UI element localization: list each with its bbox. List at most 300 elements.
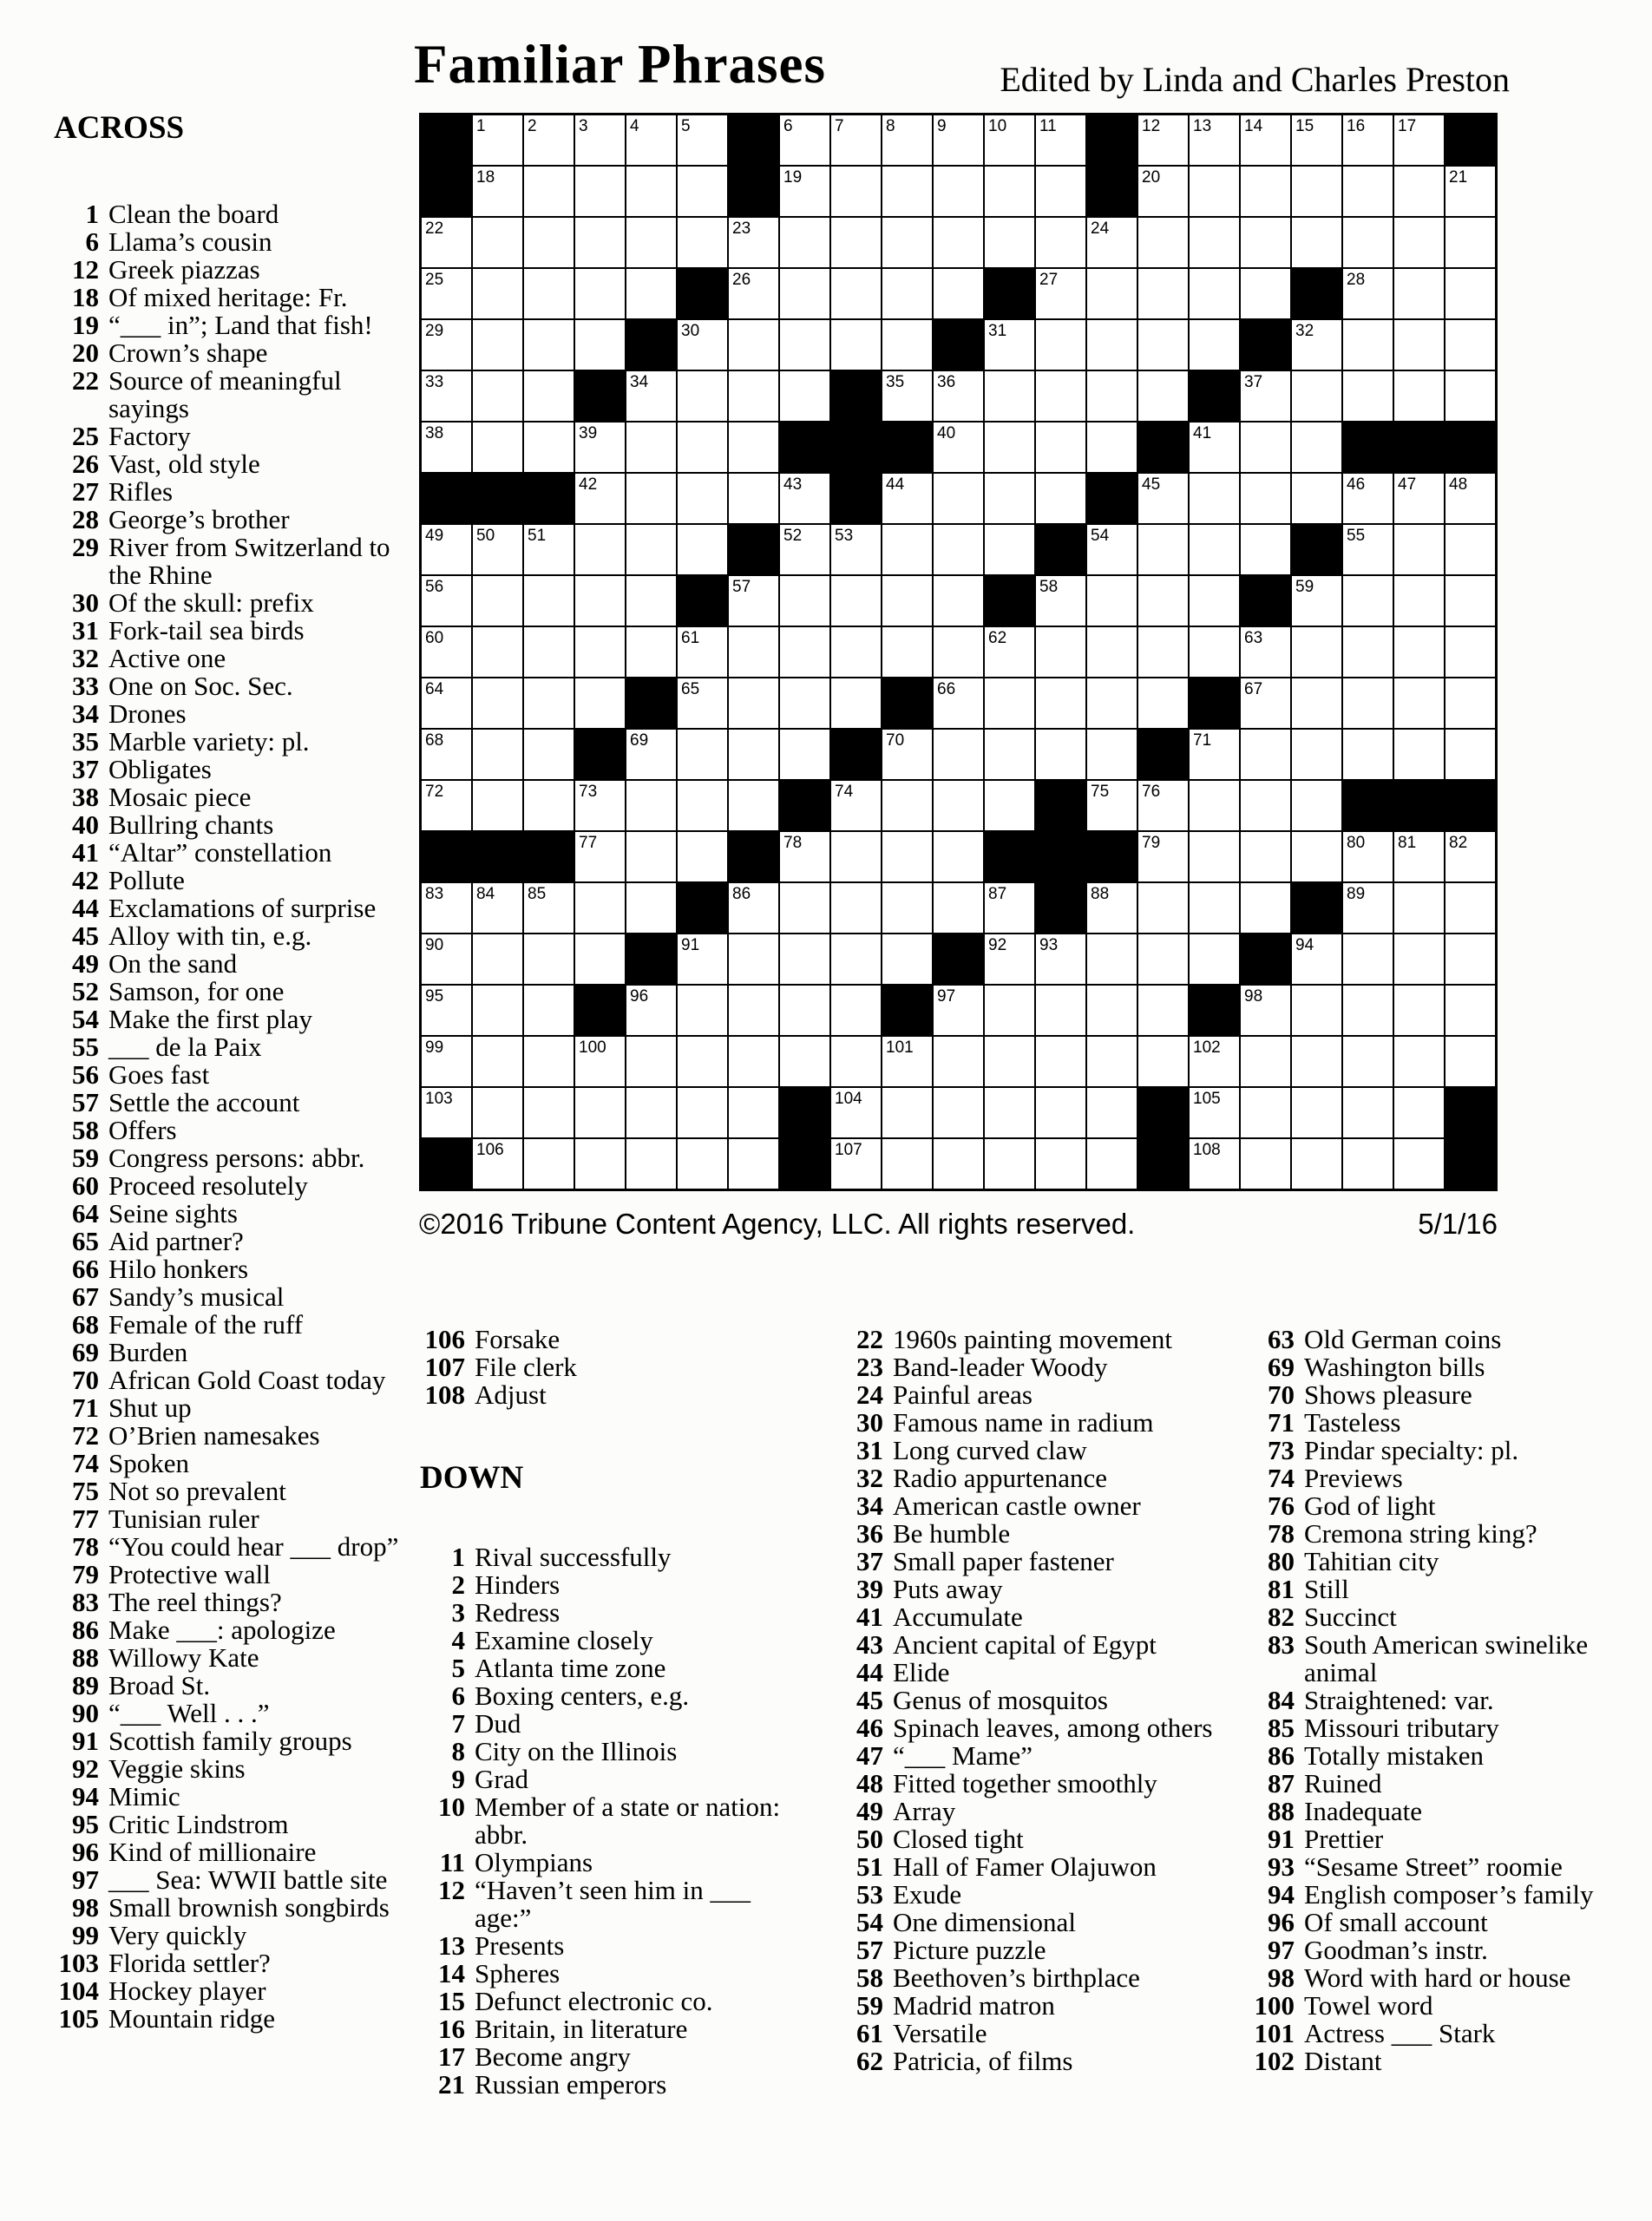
grid-cell[interactable] [1394,730,1444,779]
grid-cell[interactable] [1446,730,1495,779]
grid-cell[interactable] [626,1139,676,1189]
grid-cell[interactable] [1138,986,1188,1035]
grid-cell[interactable] [729,883,778,933]
grid-cell[interactable] [1343,525,1393,574]
grid-cell[interactable] [831,883,881,933]
grid-cell[interactable] [831,525,881,574]
grid-cell[interactable] [780,371,829,421]
grid-cell[interactable] [1087,269,1137,318]
grid-cell[interactable] [1087,627,1137,677]
grid-cell[interactable] [729,1037,778,1086]
grid-cell[interactable] [831,167,881,216]
grid-cell[interactable] [678,320,727,370]
grid-cell[interactable] [1190,423,1239,472]
grid-cell[interactable] [1087,883,1137,933]
grid-cell[interactable] [1036,730,1085,779]
grid-cell[interactable] [1394,678,1444,728]
grid-cell[interactable] [1190,832,1239,881]
grid-cell[interactable] [1343,1139,1393,1189]
grid-cell[interactable] [524,320,574,370]
grid-cell[interactable] [678,781,727,830]
grid-cell[interactable] [1036,627,1085,677]
grid-cell[interactable] [626,781,676,830]
grid-cell[interactable] [422,883,471,933]
grid-cell[interactable] [1138,576,1188,626]
grid-cell[interactable] [1343,730,1393,779]
grid-cell[interactable] [1138,474,1188,523]
grid-cell[interactable] [985,883,1034,933]
grid-cell[interactable] [1394,167,1444,216]
grid-cell[interactable] [985,781,1034,830]
grid-cell[interactable] [678,525,727,574]
grid-cell[interactable] [1241,218,1290,267]
grid-cell[interactable] [1292,832,1341,881]
grid-cell[interactable] [1138,115,1188,165]
grid-cell[interactable] [985,423,1034,472]
grid-cell[interactable] [729,1088,778,1137]
grid-cell[interactable] [985,1037,1034,1086]
grid-cell[interactable] [729,627,778,677]
grid-cell[interactable] [1241,1037,1290,1086]
grid-cell[interactable] [678,986,727,1035]
grid-cell[interactable] [1343,371,1393,421]
grid-cell[interactable] [882,525,932,574]
grid-cell[interactable] [1394,525,1444,574]
grid-cell[interactable] [626,269,676,318]
grid-cell[interactable] [831,781,881,830]
grid-cell[interactable] [1138,678,1188,728]
grid-cell[interactable] [1292,115,1341,165]
grid-cell[interactable] [678,1139,727,1189]
grid-cell[interactable] [1292,678,1341,728]
grid-cell[interactable] [1241,1088,1290,1137]
grid-cell[interactable] [1190,218,1239,267]
grid-cell[interactable] [1394,627,1444,677]
grid-cell[interactable] [422,678,471,728]
grid-cell[interactable] [831,832,881,881]
grid-cell[interactable] [934,678,983,728]
grid-cell[interactable] [1036,474,1085,523]
grid-cell[interactable] [1292,934,1341,984]
grid-cell[interactable] [780,525,829,574]
grid-cell[interactable] [1241,832,1290,881]
grid-cell[interactable] [473,1088,522,1137]
grid-cell[interactable] [1087,1037,1137,1086]
grid-cell[interactable] [1190,474,1239,523]
grid-cell[interactable] [1292,781,1341,830]
grid-cell[interactable] [882,320,932,370]
grid-cell[interactable] [1292,474,1341,523]
grid-cell[interactable] [985,474,1034,523]
grid-cell[interactable] [780,269,829,318]
grid-cell[interactable] [831,576,881,626]
grid-cell[interactable] [1394,115,1444,165]
grid-cell[interactable] [934,218,983,267]
grid-cell[interactable] [831,218,881,267]
grid-cell[interactable] [1292,167,1341,216]
grid-cell[interactable] [1138,218,1188,267]
grid-cell[interactable] [831,627,881,677]
grid-cell[interactable] [626,627,676,677]
grid-cell[interactable] [729,269,778,318]
grid-cell[interactable] [780,986,829,1035]
grid-cell[interactable] [678,218,727,267]
grid-cell[interactable] [575,934,625,984]
grid-cell[interactable] [985,167,1034,216]
grid-cell[interactable] [473,1037,522,1086]
grid-cell[interactable] [626,1037,676,1086]
grid-cell[interactable] [524,269,574,318]
grid-cell[interactable] [422,986,471,1035]
grid-cell[interactable] [473,371,522,421]
grid-cell[interactable] [1343,986,1393,1035]
grid-cell[interactable] [1394,218,1444,267]
grid-cell[interactable] [1241,167,1290,216]
grid-cell[interactable] [831,1037,881,1086]
grid-cell[interactable] [1394,934,1444,984]
grid-cell[interactable] [575,678,625,728]
grid-cell[interactable] [1241,781,1290,830]
grid-cell[interactable] [1087,423,1137,472]
grid-cell[interactable] [729,371,778,421]
grid-cell[interactable] [1241,115,1290,165]
grid-cell[interactable] [882,934,932,984]
grid-cell[interactable] [1087,678,1137,728]
grid-cell[interactable] [1138,269,1188,318]
grid-cell[interactable] [473,986,522,1035]
grid-cell[interactable] [1241,883,1290,933]
grid-cell[interactable] [1036,1139,1085,1189]
grid-cell[interactable] [1190,576,1239,626]
grid-cell[interactable] [473,115,522,165]
grid-cell[interactable] [524,525,574,574]
grid-cell[interactable] [1036,986,1085,1035]
grid-cell[interactable] [524,576,574,626]
grid-cell[interactable] [934,474,983,523]
grid-cell[interactable] [524,883,574,933]
grid-cell[interactable] [1138,167,1188,216]
grid-cell[interactable] [729,474,778,523]
grid-cell[interactable] [1190,1037,1239,1086]
grid-cell[interactable] [473,167,522,216]
grid-cell[interactable] [729,678,778,728]
grid-cell[interactable] [882,576,932,626]
grid-cell[interactable] [1087,730,1137,779]
grid-cell[interactable] [678,474,727,523]
grid-cell[interactable] [729,1139,778,1189]
grid-cell[interactable] [882,1139,932,1189]
grid-cell[interactable] [934,832,983,881]
grid-cell[interactable] [422,934,471,984]
grid-cell[interactable] [1343,474,1393,523]
grid-cell[interactable] [1446,269,1495,318]
grid-cell[interactable] [1343,115,1393,165]
grid-cell[interactable] [1292,1037,1341,1086]
grid-cell[interactable] [422,269,471,318]
grid-cell[interactable] [575,832,625,881]
grid-cell[interactable] [575,883,625,933]
grid-cell[interactable] [473,423,522,472]
grid-cell[interactable] [422,371,471,421]
grid-cell[interactable] [1087,986,1137,1035]
grid-cell[interactable] [678,934,727,984]
grid-cell[interactable] [575,1037,625,1086]
grid-cell[interactable] [626,167,676,216]
grid-cell[interactable] [422,1037,471,1086]
grid-cell[interactable] [882,730,932,779]
grid-cell[interactable] [524,115,574,165]
grid-cell[interactable] [1138,320,1188,370]
grid-cell[interactable] [1394,371,1444,421]
grid-cell[interactable] [985,1139,1034,1189]
grid-cell[interactable] [1394,883,1444,933]
grid-cell[interactable] [678,730,727,779]
grid-cell[interactable] [1292,320,1341,370]
grid-cell[interactable] [934,781,983,830]
grid-cell[interactable] [1190,167,1239,216]
grid-cell[interactable] [831,678,881,728]
grid-cell[interactable] [1241,730,1290,779]
grid-cell[interactable] [473,627,522,677]
grid-cell[interactable] [1292,371,1341,421]
grid-cell[interactable] [985,934,1034,984]
grid-cell[interactable] [575,269,625,318]
grid-cell[interactable] [1241,423,1290,472]
grid-cell[interactable] [1138,1037,1188,1086]
grid-cell[interactable] [1446,371,1495,421]
grid-cell[interactable] [1446,218,1495,267]
grid-cell[interactable] [626,1088,676,1137]
grid-cell[interactable] [780,320,829,370]
grid-cell[interactable] [1138,883,1188,933]
grid-cell[interactable] [934,269,983,318]
grid-cell[interactable] [524,1037,574,1086]
grid-cell[interactable] [934,883,983,933]
grid-cell[interactable] [1036,423,1085,472]
grid-cell[interactable] [729,730,778,779]
grid-cell[interactable] [985,525,1034,574]
grid-cell[interactable] [780,883,829,933]
grid-cell[interactable] [1343,934,1393,984]
grid-cell[interactable] [1190,934,1239,984]
grid-cell[interactable] [1036,1088,1085,1137]
grid-cell[interactable] [729,576,778,626]
grid-cell[interactable] [422,525,471,574]
grid-cell[interactable] [422,627,471,677]
grid-cell[interactable] [1138,525,1188,574]
grid-cell[interactable] [473,934,522,984]
grid-cell[interactable] [1343,678,1393,728]
grid-cell[interactable] [1241,525,1290,574]
grid-cell[interactable] [831,269,881,318]
grid-cell[interactable] [473,320,522,370]
grid-cell[interactable] [1190,883,1239,933]
grid-cell[interactable] [1343,1037,1393,1086]
grid-cell[interactable] [1036,269,1085,318]
grid-cell[interactable] [1343,320,1393,370]
grid-cell[interactable] [1343,832,1393,881]
grid-cell[interactable] [780,1037,829,1086]
grid-cell[interactable] [1343,1088,1393,1137]
grid-cell[interactable] [1394,1139,1444,1189]
grid-cell[interactable] [1138,781,1188,830]
grid-cell[interactable] [882,218,932,267]
grid-cell[interactable] [1138,832,1188,881]
grid-cell[interactable] [524,218,574,267]
grid-cell[interactable] [678,1088,727,1137]
grid-cell[interactable] [831,115,881,165]
grid-cell[interactable] [678,832,727,881]
grid-cell[interactable] [934,576,983,626]
grid-cell[interactable] [1241,986,1290,1035]
grid-cell[interactable] [473,678,522,728]
grid-cell[interactable] [1446,883,1495,933]
grid-cell[interactable] [678,678,727,728]
grid-cell[interactable] [780,934,829,984]
grid-cell[interactable] [1036,678,1085,728]
grid-cell[interactable] [422,576,471,626]
grid-cell[interactable] [1446,986,1495,1035]
grid-cell[interactable] [831,320,881,370]
grid-cell[interactable] [1036,371,1085,421]
grid-cell[interactable] [1190,115,1239,165]
grid-cell[interactable] [1343,269,1393,318]
grid-cell[interactable] [1343,167,1393,216]
grid-cell[interactable] [575,423,625,472]
grid-cell[interactable] [1190,1139,1239,1189]
grid-cell[interactable] [575,320,625,370]
grid-cell[interactable] [524,627,574,677]
grid-cell[interactable] [575,576,625,626]
grid-cell[interactable] [1292,576,1341,626]
grid-cell[interactable] [1394,269,1444,318]
grid-cell[interactable] [934,115,983,165]
grid-cell[interactable] [934,730,983,779]
grid-cell[interactable] [934,1088,983,1137]
grid-cell[interactable] [1292,218,1341,267]
grid-cell[interactable] [780,115,829,165]
grid-cell[interactable] [626,832,676,881]
grid-cell[interactable] [729,934,778,984]
grid-cell[interactable] [1241,269,1290,318]
grid-cell[interactable] [1087,1088,1137,1137]
grid-cell[interactable] [1446,320,1495,370]
grid-cell[interactable] [575,1139,625,1189]
grid-cell[interactable] [575,167,625,216]
grid-cell[interactable] [1446,627,1495,677]
grid-cell[interactable] [1138,627,1188,677]
grid-cell[interactable] [575,218,625,267]
grid-cell[interactable] [1394,1088,1444,1137]
grid-cell[interactable] [1138,371,1188,421]
grid-cell[interactable] [882,474,932,523]
grid-cell[interactable] [1036,218,1085,267]
grid-cell[interactable] [1292,423,1341,472]
grid-cell[interactable] [1190,269,1239,318]
grid-cell[interactable] [1343,627,1393,677]
grid-cell[interactable] [882,627,932,677]
grid-cell[interactable] [1343,576,1393,626]
grid-cell[interactable] [1087,371,1137,421]
grid-cell[interactable] [780,576,829,626]
grid-cell[interactable] [1292,730,1341,779]
grid-cell[interactable] [729,423,778,472]
grid-cell[interactable] [524,986,574,1035]
grid-cell[interactable] [1446,678,1495,728]
grid-cell[interactable] [1292,986,1341,1035]
grid-cell[interactable] [831,986,881,1035]
grid-cell[interactable] [985,1088,1034,1137]
grid-cell[interactable] [1190,627,1239,677]
grid-cell[interactable] [1446,576,1495,626]
grid-cell[interactable] [473,883,522,933]
grid-cell[interactable] [1446,525,1495,574]
grid-cell[interactable] [729,320,778,370]
grid-cell[interactable] [882,269,932,318]
grid-cell[interactable] [934,1139,983,1189]
grid-cell[interactable] [1190,320,1239,370]
grid-cell[interactable] [831,1139,881,1189]
grid-cell[interactable] [985,627,1034,677]
grid-cell[interactable] [1241,1139,1290,1189]
grid-cell[interactable] [422,320,471,370]
grid-cell[interactable] [1190,1088,1239,1137]
grid-cell[interactable] [1446,832,1495,881]
grid-cell[interactable] [934,1037,983,1086]
grid-cell[interactable] [831,1088,881,1137]
grid-cell[interactable] [780,730,829,779]
grid-cell[interactable] [524,730,574,779]
grid-cell[interactable] [1087,525,1137,574]
grid-cell[interactable] [985,678,1034,728]
grid-cell[interactable] [1394,320,1444,370]
grid-cell[interactable] [882,781,932,830]
grid-cell[interactable] [473,730,522,779]
grid-cell[interactable] [575,474,625,523]
grid-cell[interactable] [626,576,676,626]
grid-cell[interactable] [575,115,625,165]
grid-cell[interactable] [1241,371,1290,421]
grid-cell[interactable] [934,167,983,216]
grid-cell[interactable] [626,423,676,472]
grid-cell[interactable] [1446,934,1495,984]
grid-cell[interactable] [985,730,1034,779]
grid-cell[interactable] [780,474,829,523]
grid-cell[interactable] [626,218,676,267]
grid-cell[interactable] [882,371,932,421]
grid-cell[interactable] [729,781,778,830]
grid-cell[interactable] [882,1037,932,1086]
grid-cell[interactable] [780,678,829,728]
grid-cell[interactable] [985,320,1034,370]
grid-cell[interactable] [678,115,727,165]
grid-cell[interactable] [780,167,829,216]
grid-cell[interactable] [1190,781,1239,830]
grid-cell[interactable] [729,986,778,1035]
grid-cell[interactable] [678,627,727,677]
grid-cell[interactable] [882,115,932,165]
grid-cell[interactable] [1241,474,1290,523]
grid-cell[interactable] [1343,883,1393,933]
grid-cell[interactable] [524,781,574,830]
grid-cell[interactable] [1036,934,1085,984]
grid-cell[interactable] [1087,1139,1137,1189]
grid-cell[interactable] [1446,167,1495,216]
grid-cell[interactable] [626,730,676,779]
grid-cell[interactable] [575,525,625,574]
grid-cell[interactable] [626,474,676,523]
grid-cell[interactable] [1036,576,1085,626]
